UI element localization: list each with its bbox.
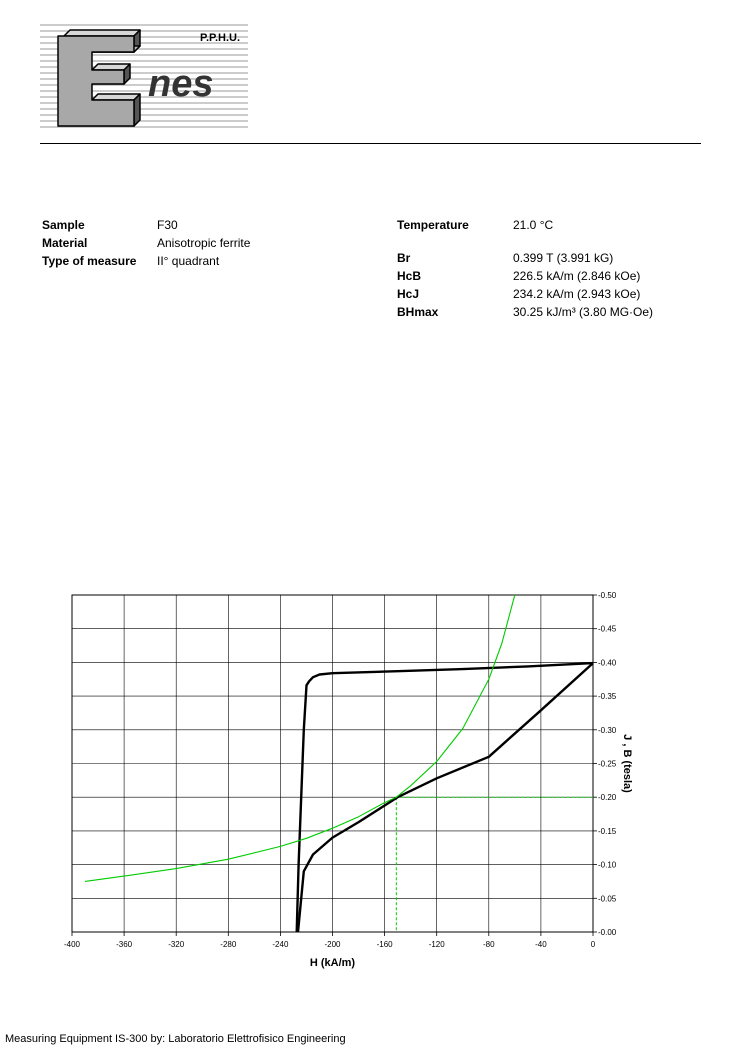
y-tick-label: -0.10 <box>598 860 617 870</box>
measure-type-value: II° quadrant <box>157 254 220 268</box>
hcb-value: 226.5 kA/m (2.846 kOe) <box>513 269 641 283</box>
br-label: Br <box>397 251 411 265</box>
y-tick-label: -0.45 <box>598 624 617 634</box>
x-tick-label: -200 <box>324 940 341 949</box>
x-tick-label: -280 <box>220 940 237 949</box>
br-value: 0.399 T (3.991 kG) <box>513 251 614 265</box>
x-tick-label: -160 <box>376 940 393 949</box>
x-tick-label: 0 <box>590 940 596 949</box>
sample-label: Sample <box>42 218 85 232</box>
logo-company: P.P.H.U. <box>200 32 240 44</box>
x-tick-label: -240 <box>272 940 289 949</box>
material-value: Anisotropic ferrite <box>157 236 251 250</box>
y-tick-label: -0.35 <box>598 692 617 702</box>
header-rule <box>40 143 701 144</box>
x-tick-label: -400 <box>63 940 81 949</box>
hcj-value: 234.2 kA/m (2.943 kOe) <box>513 287 641 301</box>
x-tick-label: -360 <box>116 940 133 949</box>
hcb-label: HcB <box>397 269 422 283</box>
y-axis-label: J , B (tesla) <box>621 734 633 793</box>
sample-value: F30 <box>157 218 178 232</box>
y-tick-label: -0.40 <box>598 658 617 668</box>
y-tick-label: -0.30 <box>598 725 617 735</box>
y-tick-label: -0.00 <box>598 928 617 937</box>
y-tick-label: -0.50 <box>598 591 617 600</box>
y-tick-label: -0.20 <box>598 793 617 803</box>
bhmax-label: BHmax <box>397 305 439 319</box>
x-tick-label: -120 <box>428 940 445 949</box>
y-tick-label: -0.05 <box>598 894 617 904</box>
measure-type-label: Type of measure <box>42 254 137 268</box>
y-tick-label: -0.15 <box>598 826 617 836</box>
material-label: Material <box>42 236 88 250</box>
y-tick-label: -0.25 <box>598 759 617 769</box>
x-tick-label: -80 <box>483 940 495 949</box>
logo-name: nes <box>148 63 214 105</box>
x-axis-label: H (kA/m) <box>309 957 356 969</box>
temperature-label: Temperature <box>397 218 469 232</box>
hcj-label: HcJ <box>397 287 420 301</box>
x-tick-label: -320 <box>168 940 185 949</box>
demagnetization-chart <box>0 580 735 980</box>
bhmax-value: 30.25 kJ/m³ (3.80 MG·Oe) <box>513 305 654 319</box>
company-logo <box>40 20 250 130</box>
temperature-value: 21.0 °C <box>513 218 554 232</box>
x-tick-label: -40 <box>535 940 547 949</box>
footer-credit: Measuring Equipment IS-300 by: Laboratorio Elettrofisico Engineering <box>5 1033 346 1045</box>
